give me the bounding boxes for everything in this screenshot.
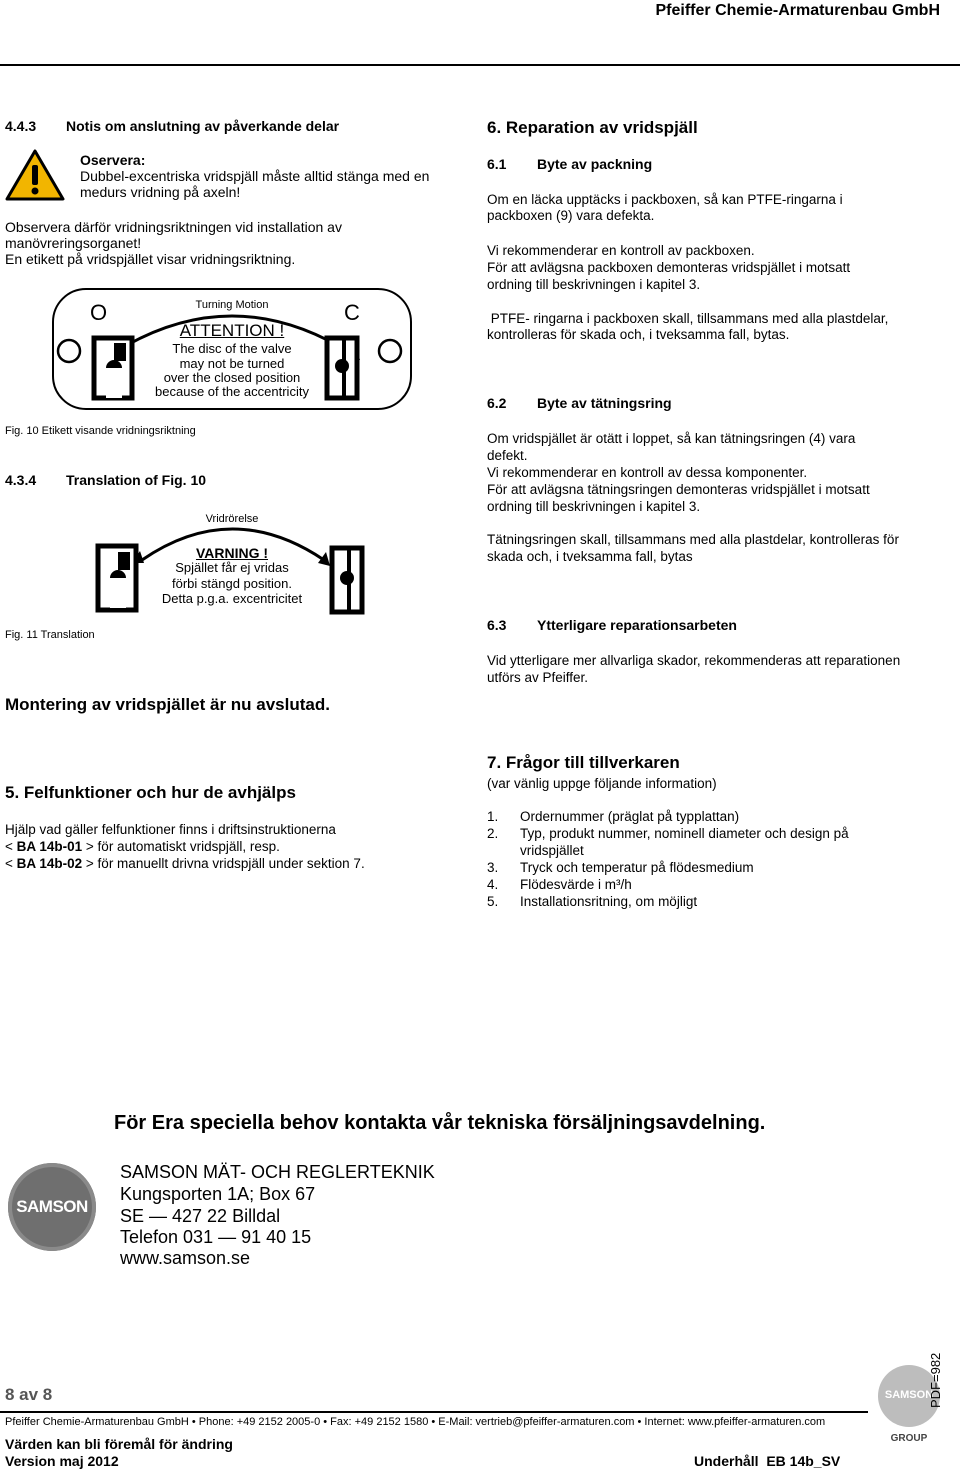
section-5-title: 5. Felfunktioner och hur de avhjälps <box>5 783 296 802</box>
fig10-line-2: may not be turned <box>179 356 285 371</box>
contact-website: www.samson.se <box>120 1248 251 1268</box>
group-logo-text: SAMSON <box>884 1389 934 1401</box>
fig11-line-3: Detta p.g.a. excentricitet <box>161 591 303 606</box>
p61-1b: packboxen (9) vara defekta. <box>487 208 655 223</box>
fig11-drawing <box>92 508 372 618</box>
p61-4b: kontrolleras för skada och, i tveksamma fall, bytas. <box>487 327 790 342</box>
fig11-line-2: förbi stängd position. <box>172 576 292 591</box>
footer-rule <box>0 1411 868 1413</box>
fig11-line-1: Spjället får ej vridas <box>175 560 289 575</box>
assembly-done: Montering av vridspjället är nu avslutad. <box>5 695 330 714</box>
section-61-title: Byte av packning <box>537 156 653 172</box>
p62-3b: ordning till beskrivningen i kapitel 3. <box>487 499 701 514</box>
p62-3a: För att avlägsna tätningsringen demonteras vridspjället i motsatt <box>487 482 870 497</box>
s5-line-3: < BA 14b-02 > för manuellt drivna vridspjäll under sektion 7. <box>5 856 365 871</box>
section-6-title: 6. Reparation av vridspjäll <box>487 118 698 137</box>
fig11-motion: Vridrörelse <box>205 513 259 525</box>
fig11-warning: VARNING ! <box>195 545 269 561</box>
observe-line-1: Observera därför vridningsriktningen vid installation av <box>5 219 342 235</box>
contact-line-1: SAMSON MÄT- OCH REGLERTEKNIK <box>120 1162 435 1182</box>
p63-1b: utförs av Pfeiffer. <box>487 670 589 685</box>
section-443-number: 4.4.3 <box>5 118 37 134</box>
s5-ref-1: BA 14b-01 <box>16 839 83 854</box>
contact-line-2: Kungsporten 1A; Box 67 <box>120 1184 316 1204</box>
warning-triangle-icon <box>4 148 66 202</box>
section-434-title: Translation of Fig. 10 <box>66 472 207 488</box>
section-7-list <box>487 808 907 910</box>
p62-2: Vi rekommenderar en kontroll av dessa komponenter. <box>487 465 808 480</box>
section-62-title: Byte av tätningsring <box>537 395 672 411</box>
fig10-line-3: over the closed position <box>163 370 301 385</box>
header-rule <box>0 64 960 66</box>
caution-title: Oservera: <box>80 152 146 168</box>
page-number: 8 av 8 <box>5 1385 53 1404</box>
fig10-attention: ATTENTION ! <box>179 321 285 340</box>
footer-version: Version maj 2012 <box>5 1453 119 1469</box>
fig10-open-letter: O <box>90 300 108 325</box>
footer-note: Värden kan bli föremål för ändring <box>5 1436 233 1452</box>
fig10-motion: Turning Motion <box>195 299 269 311</box>
section-63-title: Ytterligare reparationsarbeten <box>537 617 737 633</box>
pdf-code: PDF=982 <box>928 1352 943 1408</box>
s5-ref-2: BA 14b-02 <box>16 856 83 871</box>
s5-line-1: Hjälp vad gäller felfunktioner finns i driftsinstruktionerna <box>5 822 336 837</box>
p61-1a: Om en läcka upptäcks i packboxen, så kan PTFE-ringarna i <box>487 192 843 207</box>
footer-address: Pfeiffer Chemie-Armaturenbau GmbH • Phone: +49 2152 2005-0 • Fax: +49 2152 1580 • E-Mail: vertrieb@pfeiffer-armaturen.com • Internet: www.pfeiffer-armaturen.com <box>5 1416 826 1428</box>
fig11-caption: Fig. 11 Translation <box>5 629 95 641</box>
section-63-number: 6.3 <box>487 617 507 633</box>
section-7-title: 7. Frågor till tillverkaren <box>487 753 680 772</box>
list-item: 5. Installationsritning, om möjligt <box>487 894 698 909</box>
observe-line-3: En etikett på vridspjället visar vridningsriktning. <box>5 251 296 267</box>
s5-line-2: < BA 14b-01 > för automatiskt vridspjäll, resp. <box>5 839 280 854</box>
fig10-line-1: The disc of the valve <box>172 341 292 356</box>
samson-logo-text: SAMSON <box>16 1197 88 1216</box>
list-item: 2. Typ, produkt nummer, nominell diameter och design på <box>487 826 849 841</box>
section-62-number: 6.2 <box>487 395 507 411</box>
contact-headline: För Era speciella behov kontakta vår tekniska försäljningsavdelning. <box>114 1112 766 1134</box>
p62-1a: Om vridspjället är otätt i loppet, så kan tätningsringen (4) vara <box>487 431 856 446</box>
fig10-label <box>52 288 412 410</box>
section-443-title: Notis om anslutning av påverkande delar <box>66 118 340 134</box>
fig10-caption: Fig. 10 Etikett visande vridningsriktning <box>5 425 196 437</box>
samson-logo <box>8 1163 96 1251</box>
p62-4a: Tätningsringen skall, tillsammans med alla plastdelar, kontrolleras för <box>487 532 899 547</box>
section-434-number: 4.3.4 <box>5 472 37 488</box>
list-item: vridspjället <box>520 843 584 858</box>
group-label: GROUP <box>890 1433 928 1444</box>
p62-1b: defekt. <box>487 448 528 463</box>
header-company: Pfeiffer Chemie-Armaturenbau GmbH <box>655 2 940 19</box>
caution-line-1: Dubbel-excentriska vridspjäll måste alltid stänga med en <box>80 168 430 184</box>
p61-4a: PTFE- ringarna i packboxen skall, tillsammans med alla plastdelar, <box>487 311 889 326</box>
caution-line-2: medurs vridning på axeln! <box>80 184 241 200</box>
contact-line-3: SE — 427 22 Billdal <box>120 1206 281 1226</box>
p61-2: Vi rekommenderar en kontroll av packboxen. <box>487 243 755 258</box>
p62-4b: skada och, i tveksamma fall, bytas <box>487 549 693 564</box>
list-item: 3. Tryck och temperatur på flödesmedium <box>487 860 754 875</box>
section-7-subtitle: (var vänlig uppge följande information) <box>487 776 717 791</box>
p61-3a: För att avlägsna packboxen demonteras vridspjället i motsatt <box>487 260 851 275</box>
list-item: 1. Ordernummer (präglat på typplattan) <box>487 809 740 824</box>
fig10-close-letter: C <box>344 300 360 325</box>
contact-line-4: Telefon 031 — 91 40 15 <box>120 1227 312 1247</box>
p63-1a: Vid ytterligare mer allvarliga skador, rekommenderas att reparationen <box>487 653 901 668</box>
section-61-number: 6.1 <box>487 156 507 172</box>
fig10-line-4: because of the accentricity <box>155 384 309 399</box>
list-item: 4. Flödesvärde i m³/h <box>487 877 632 892</box>
observe-line-2: manövreringsorganet! <box>5 235 142 251</box>
footer-doc: Underhåll EB 14b_SV <box>694 1453 841 1469</box>
p61-3b: ordning till beskrivningen i kapitel 3. <box>487 277 701 292</box>
